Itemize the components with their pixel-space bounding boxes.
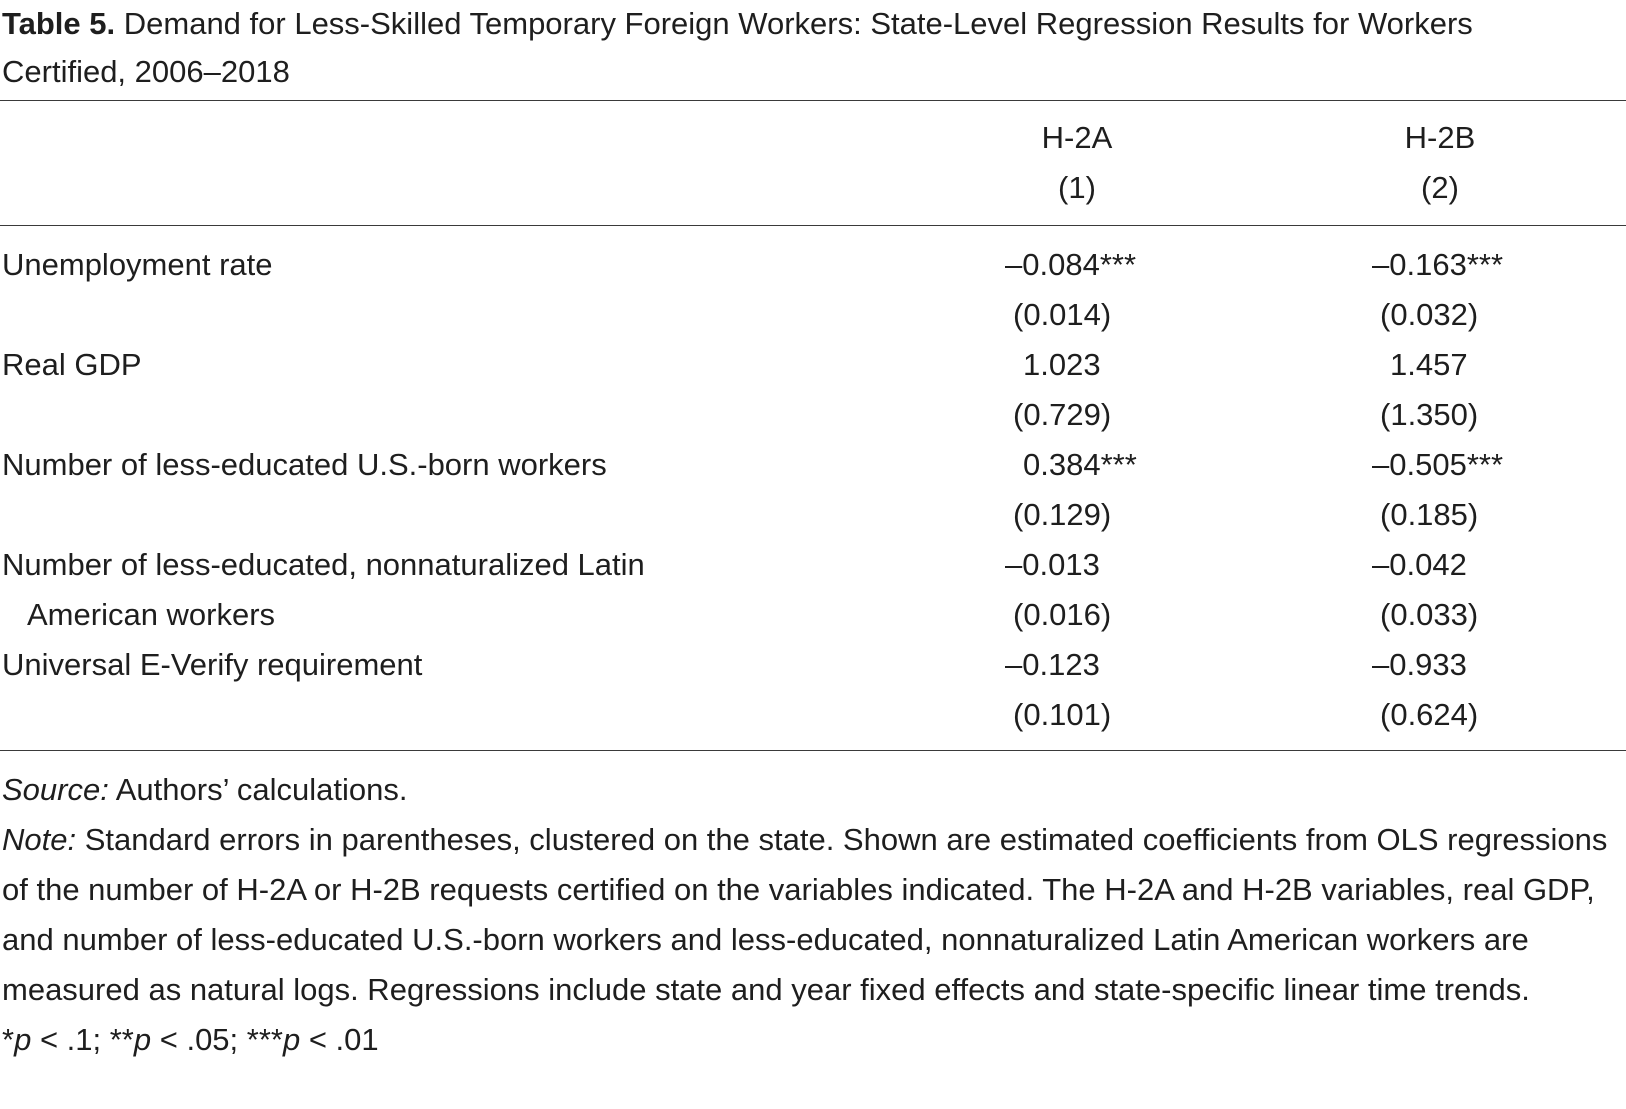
note-label: Note:	[2, 822, 77, 857]
significance-legend	[2, 1015, 1626, 1065]
top-rule	[0, 100, 1626, 101]
table-title	[2, 0, 1602, 96]
table-number: Table 5.	[2, 6, 116, 41]
se-h2b-e-verify: (0.624)	[1380, 697, 1479, 732]
source-text: Authors’ calculations.	[108, 772, 408, 807]
se-h2b-real-gdp: (1.350)	[1380, 397, 1479, 432]
coef-h2b-unemployment: –0.163***	[1372, 247, 1504, 282]
column-header-h2b: H-2B	[1404, 120, 1476, 155]
note-paragraph	[2, 815, 1626, 1015]
coef-h2b-real-gdp: 1.457	[1390, 347, 1468, 382]
coef-h2a-real-gdp: 1.023	[1023, 347, 1101, 382]
sig-rest-3: < .01	[300, 1022, 379, 1057]
se-h2a-real-gdp: (0.729)	[1013, 397, 1112, 432]
sig-star-1: *	[2, 1022, 15, 1057]
coef-h2b-us-born: –0.505***	[1372, 447, 1504, 482]
sig-rest-1: < .1; **	[31, 1022, 134, 1057]
se-h2b-unemployment: (0.032)	[1380, 297, 1479, 332]
sig-rest-2: < .05; ***	[151, 1022, 283, 1057]
se-h2a-unemployment: (0.014)	[1013, 297, 1112, 332]
source-note	[2, 765, 1626, 815]
coef-h2a-e-verify: –0.123	[1005, 647, 1100, 682]
se-h2a-latin: (0.016)	[1013, 597, 1112, 632]
column-number-1: (1)	[1058, 170, 1096, 205]
coef-h2a-us-born: 0.384***	[1023, 447, 1137, 482]
bottom-rule	[0, 750, 1626, 751]
row-label-unemployment-rate: Unemployment rate	[2, 247, 273, 282]
coef-h2a-latin: –0.013	[1005, 547, 1100, 582]
coef-h2b-e-verify: –0.933	[1372, 647, 1467, 682]
se-h2a-e-verify: (0.101)	[1013, 697, 1112, 732]
table-notes	[2, 765, 1626, 1065]
row-label-us-born-workers: Number of less-educated U.S.-born workers	[2, 447, 607, 482]
se-h2b-us-born: (0.185)	[1380, 497, 1479, 532]
column-header-h2a: H-2A	[1041, 120, 1113, 155]
header-rule	[0, 225, 1626, 226]
row-label-latin-american-workers: Number of less-educated, nonnaturalized Latin	[2, 547, 645, 582]
sig-p-3: p	[282, 1022, 301, 1057]
row-label-latin-american-workers-cont: American workers	[27, 597, 276, 632]
row-label-e-verify: Universal E-Verify requirement	[2, 647, 423, 682]
column-number-2: (2)	[1421, 170, 1459, 205]
sig-p-2: p	[133, 1022, 152, 1057]
note-text: Standard errors in parentheses, clustered on the state. Shown are estimated coefficients from OLS regressions of the number of H-2A or H-2B requests certified on the variables indicated. The H-2A and H-2B variables, real GDP, and number of less-educated U.S.-born workers and less-educated, nonnaturalized Latin American workers are measured as natural logs. Regressions include state and year fixed effects and state-specific linear time trends.	[2, 822, 1608, 1007]
coef-h2a-unemployment: –0.084***	[1005, 247, 1137, 282]
sig-p-1: p	[14, 1022, 32, 1057]
row-label-real-gdp: Real GDP	[2, 347, 142, 382]
source-label: Source:	[2, 772, 109, 807]
se-h2b-latin: (0.033)	[1380, 597, 1479, 632]
coef-h2b-latin: –0.042	[1372, 547, 1467, 582]
table-title-text: Demand for Less-Skilled Temporary Foreign Workers: State-Level Regression Results for Workers Certified, 2006–2018	[2, 6, 1473, 89]
se-h2a-us-born: (0.129)	[1013, 497, 1112, 532]
